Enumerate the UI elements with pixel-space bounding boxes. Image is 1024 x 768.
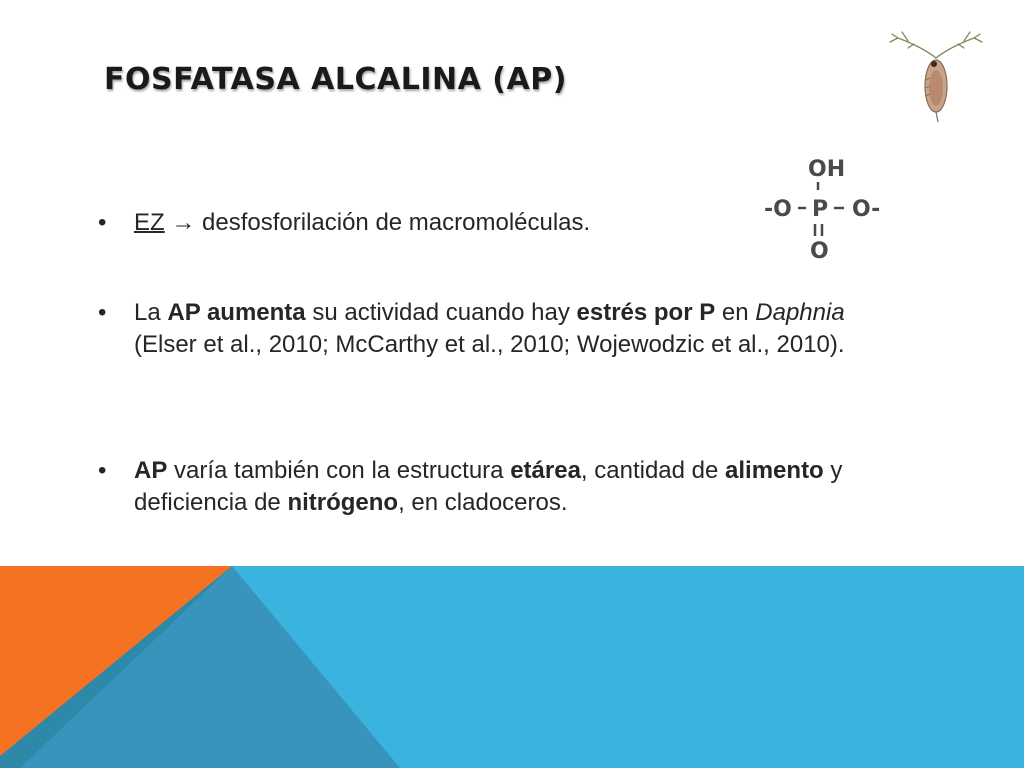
phosphate-o-right-label: O- [852, 197, 881, 222]
phosphate-oh-label: OH [808, 157, 846, 182]
footer-decoration [0, 566, 1024, 768]
bullet-text: su actividad cuando hay [305, 299, 577, 326]
phosphate-p-label: P [812, 197, 829, 222]
bullet-symbol: • [98, 457, 107, 484]
bullet-symbol: • [98, 209, 107, 236]
bullet-text: varía también con la estructura [167, 457, 511, 484]
phosphate-o-left-label: -O [764, 197, 792, 222]
bold-term: nitrógeno [287, 489, 399, 516]
daphnia-illustration [886, 28, 986, 124]
bullet-text: (Elser et al., 2010; McCarthy et al., 2010; Wojewodzic et al., 2010). [134, 331, 845, 358]
bullet-symbol: • [98, 299, 107, 326]
ez-term: EZ [134, 209, 165, 236]
bullet-text: en [715, 299, 756, 326]
bold-term: alimento [725, 457, 824, 484]
bullet-text: , cantidad de [580, 457, 726, 484]
bold-term: AP aumenta [167, 299, 306, 326]
bold-term: AP [134, 457, 168, 484]
bold-term: estrés por P [576, 299, 716, 326]
bullet-text: desfosforilación de macromoléculas. [195, 209, 591, 236]
bullet-text: La [134, 299, 168, 326]
bullet-text: , en cladoceros. [398, 489, 568, 516]
bold-term: etárea [510, 457, 581, 484]
phosphate-o-bottom-label: O [810, 239, 829, 264]
arrow-icon: → [171, 209, 196, 236]
bullet-text: y deficiencia de [134, 457, 843, 516]
species-name: Daphnia [755, 299, 845, 326]
slide-title: FOSFATASA ALCALINA (AP) [104, 62, 567, 97]
